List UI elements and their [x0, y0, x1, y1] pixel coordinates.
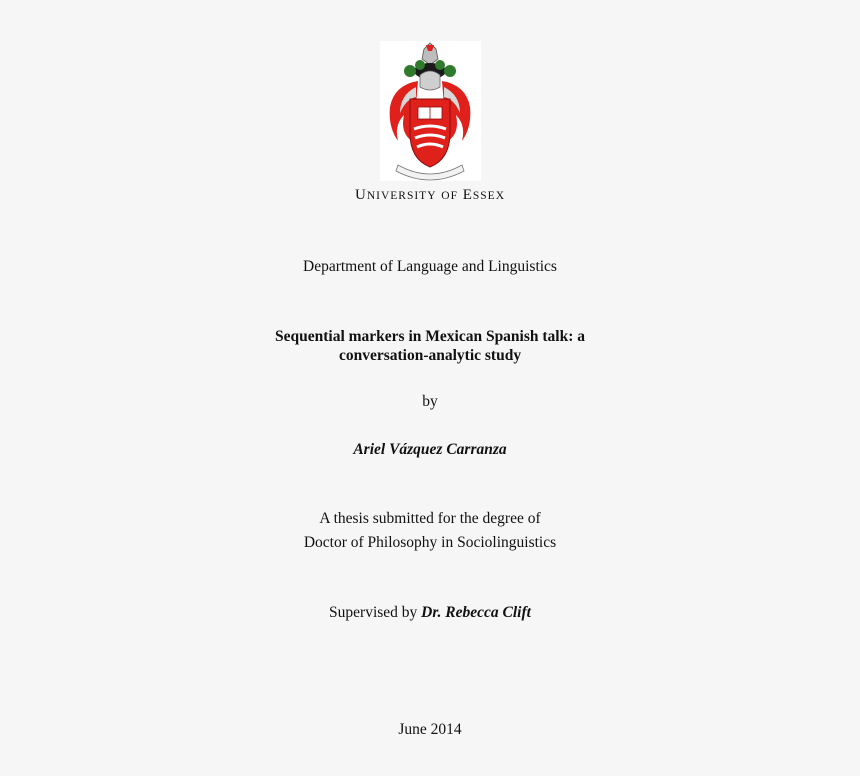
degree-statement-line-1: A thesis submitted for the degree of [319, 510, 541, 527]
university-crest-logo [380, 41, 481, 181]
thesis-title-line-1: Sequential markers in Mexican Spanish talk: a [274, 328, 586, 345]
supervision-line [0, 604, 860, 622]
submission-date: June 2014 [398, 721, 462, 738]
thesis-title-line-2: conversation-analytic study [338, 347, 522, 364]
degree-statement-line-2: Doctor of Philosophy in Sociolinguistics [303, 534, 557, 551]
author-name: Ariel Vázquez Carranza [353, 441, 507, 458]
supervisor-name: Dr. Rebecca Clift [421, 604, 531, 621]
supervised-by-label: Supervised by [329, 604, 418, 621]
by-label: by [422, 393, 438, 410]
university-name: UNIVERSITY OF ESSEX [354, 187, 506, 203]
crest-icon [380, 41, 481, 181]
department-name: Department of Language and Linguistics [303, 258, 557, 275]
